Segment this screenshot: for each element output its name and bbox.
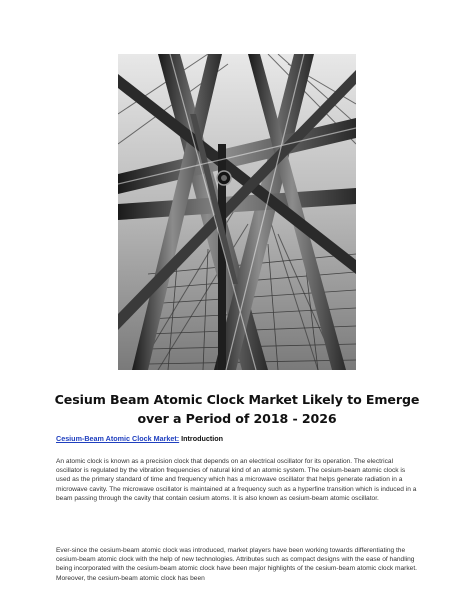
cover-photo-steel-structure: [118, 54, 356, 370]
intro-heading-label: Introduction: [179, 434, 224, 443]
steel-lattice-image: [118, 54, 356, 370]
market-link[interactable]: Cesium-Beam Atomic Clock Market:: [56, 434, 180, 443]
paragraph-1: An atomic clock is known as a precision clock that depends on an electrical oscillator for its operation. The electrical oscillator is regulated by the vibration frequencies of natural kind of an atomic system. The cesium-beam atomic clock is used as the primary standard of time and frequency which has a microwave oscillator that helps generate radiation in a microwave cavity. The microwave oscillator is maintained at a frequency such as a hyperfine transition which is induced in a beam passing through the cavity that contain cesium atoms. It is also known as cesium-beam atomic oscillator.: [56, 458, 417, 502]
document-title: Cesium Beam Atomic Clock Market Likely to Emerge over a Period of 2018 - 2026: [54, 392, 420, 426]
paragraph-2: Ever-since the cesium-beam atomic clock was introduced, market players have been working towards differentiating the cesium-beam atomic clock with the help of new technologies. Attributes such as compact designs with the ease of handling being incorporated with the cesium-beam atomic clock have been major highlights of the cesium-beam atomic clock market. Moreover, the cesium-beam atomic clock has been: [56, 547, 417, 582]
intro-heading: [56, 434, 223, 444]
